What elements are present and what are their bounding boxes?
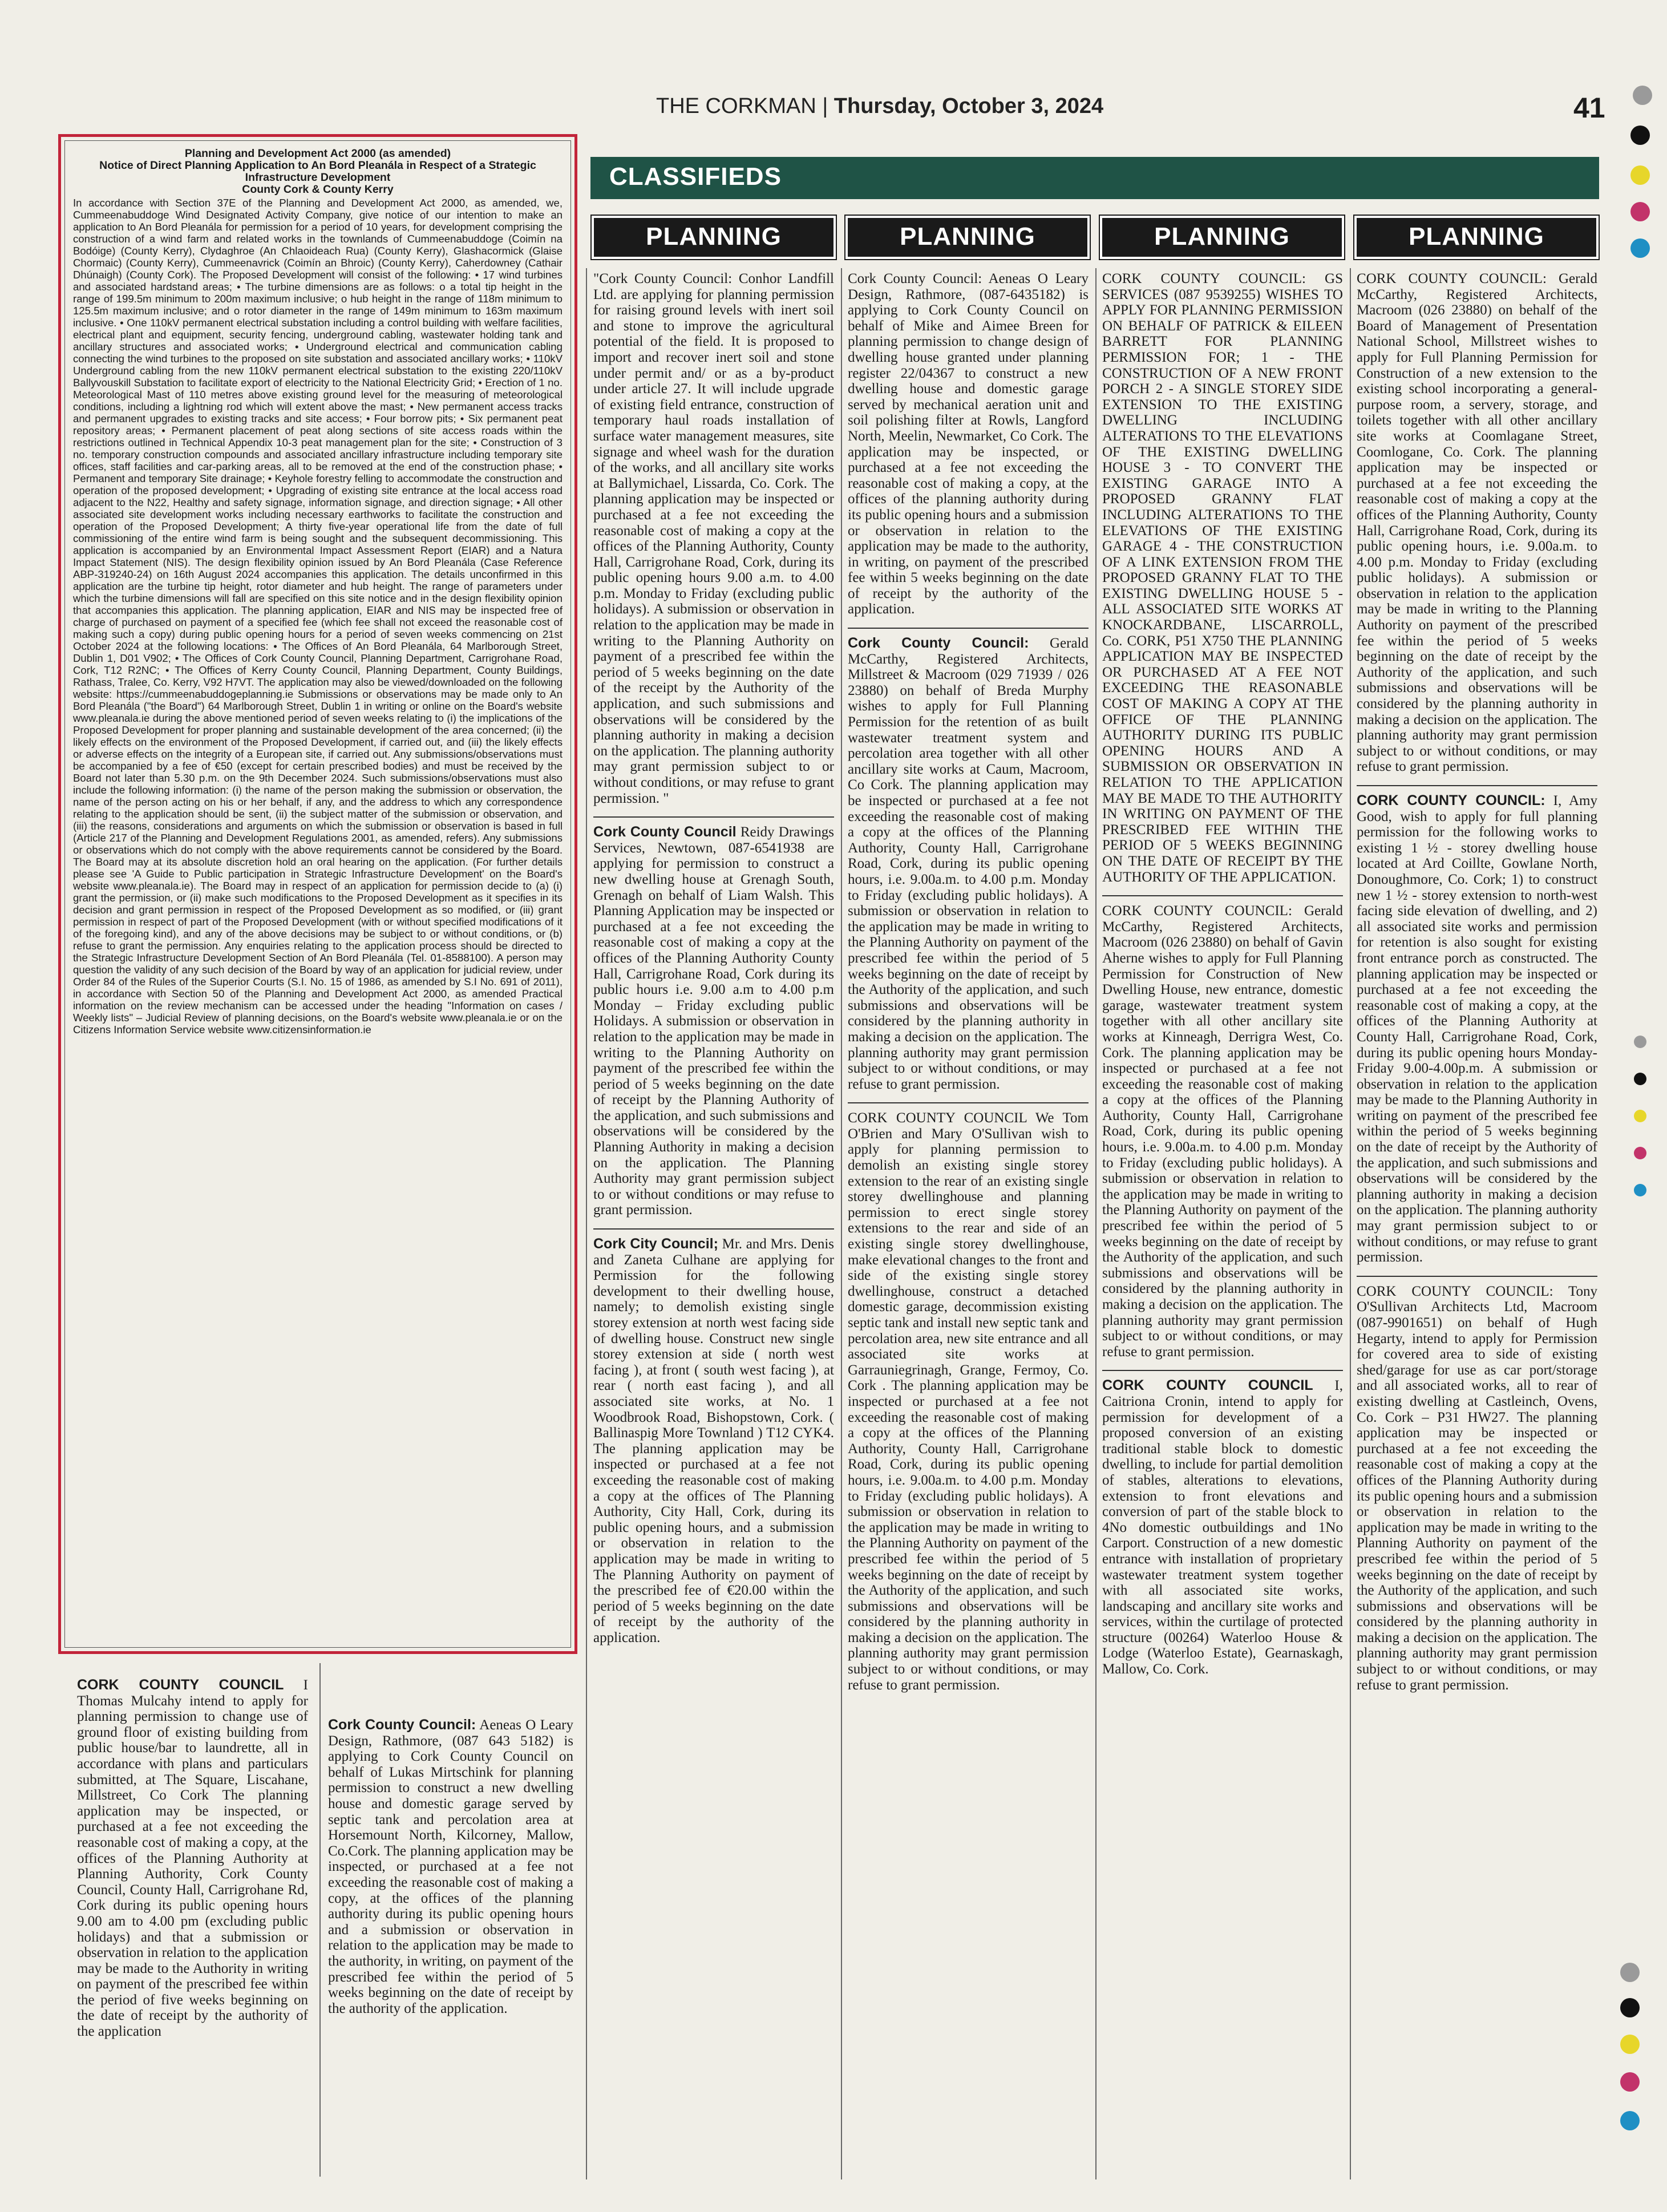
classifieds-title: CLASSIFIEDS xyxy=(609,163,782,191)
notice-text: CORK COUNTY COUNCIL: GS SERVICES (087 9539255) WISHES TO APPLY FOR PLANNING PERMISSION ON BEHALF OF PATRICK & EILEEN BARRETT FOR PLANNING PERMISSION FOR; 1 - THE CONSTRUCTION OF A NEW FRONT PORCH 2 - A SINGLE STOREY SIDE EXTENSION TO THE EXISTING DWELLING INCLUDING ALTERATIONS TO THE ELEVATIONS OF THE EXISTING DWELLING HOUSE 3 - TO CONVERT THE EXISTING GARAGE INTO A PROPOSED GRANNY FLAT INCLUDING ALTERATIONS TO THE ELEVATIONS OF THE EXISTING GARAGE 4 - THE CONSTRUCTION OF A LINK EXTENSION FROM THE PROPOSED GRANNY FLAT TO THE EXISTING DWELLING HOUSE 5 - ALL ASSOCIATED SITE WORKS AT KNOCKARDBANE, LISCARROLL, Co. CORK, P51 X750 THE PLANNING APPLICATION MAY BE INSPECTED OR PURCHASED AT A FEE NOT EXCEEDING THE REASONABLE COST OF MAKING A COPY AT THE OFFICE OF THE PLANNING AUTHORITY DURING ITS PUBLIC OPENING HOURS AND A SUBMISSION OR OBSERVATION IN RELATION TO THE APPLICATION MAY BE MADE TO THE AUTHORITY IN WRITING ON PAYMENT OF THE PRESCRIBED FEE WITHIN THE PERIOD OF 5 WEEKS BEGINNING ON THE DATE OF RECEIPT BY THE AUTHORITY OF THE APPLICATION. xyxy=(1102,271,1343,885)
column-rule xyxy=(319,1663,321,2177)
masthead-date: Thursday, October 3, 2024 xyxy=(834,94,1104,118)
planning-header: PLANNING xyxy=(1354,216,1599,259)
notice-lead: Cork County Council: xyxy=(328,1717,476,1733)
planning-notice xyxy=(593,824,834,1220)
planning-notice xyxy=(1357,793,1597,1268)
notice-text: I, Amy Good, wish to apply for full planning permission for the following works to existing 1 ½ - storey dwelling house located at Ard Coillte, Gowlane North, Donoughmore, Co. Cork; 1) to construct new 1 ½ - storey extension to north-west facing side elevation of dwelling, and 2) all associated site works and permission for retention is also sought for existing front entrance porch as constructed. The planning application may be inspected or purchased at a fee not exceeding the reasonable cost of making a copy, at the offices of the Planning Authority at County Hall, Carrigrohane Road, Cork, during its public opening hours Monday-Friday 9.00-4.00p.m. A submission or observation in relation to the application may be made to the Planning Authority in writing on payment of the prescribed fee within the period of 5 weeks beginning on the date of receipt by the Authority of the application, and such submissions and observations will be considered by the planning authority in making a decision on the application. The planning authority may grant permission subject to or without conditions, or may refuse to grant permission. xyxy=(1357,793,1597,1265)
notice-text: Cork County Council: Aeneas O Leary Design, Rathmore, (087-6435182) is applying to Cork County Council on behalf of Mike and Aimee Breen for planning permission to change design of dwelling house granted under planning register 22/04367 to construct a new dwelling house and domestic garage served by mechanical aeration unit and soil polishing filter at Rowls, Langford North, Meelin, Newmarket, Co Cork. The application may be inspected, or purchased at a fee not exceeding the reasonable cost of making a copy, at the offices of the planning authority during its public opening hours and a submission or observation in relation to the application may be made to the authority, in writing, on payment of the prescribed fee within 5 weeks beginning on the date of receipt by the authority of the application. xyxy=(848,271,1089,617)
registration-mark-cyan xyxy=(1630,238,1650,258)
registration-mark-grey xyxy=(1633,86,1652,105)
notice-divider xyxy=(593,1228,834,1230)
column-rule xyxy=(1095,268,1097,2179)
column-rule xyxy=(586,268,587,2179)
bottom-left-column-1 xyxy=(77,1677,308,2179)
masthead: THE CORKMAN | Thursday, October 3, 2024 xyxy=(656,94,1104,118)
notice-title-line: Planning and Development Act 2000 (as amended) xyxy=(184,147,451,160)
notice-lead: Cork County Council: xyxy=(848,635,1029,652)
column-rule xyxy=(1350,268,1351,2179)
planning-header: PLANNING xyxy=(592,216,836,259)
notice-text: CORK COUNTY COUNCIL We Tom O'Brien and Mary O'Sullivan wish to apply for planning permission to demolish an existing single storey extension to the rear of an existing single storey dwellinghouse and planning permission to erect single storey extensions to the rear and side of an existing single storey dwellinghouse, make elevational changes to the front and side of the existing single storey dwellinghouse, construct a detached domestic garage, decommission existing septic tank and install new septic tank and percolation area, new site entrance and all associated site works at Garrauniegrinagh, Grange, Fermoy, Co. Cork . The planning application may be inspected or purchased at a fee not exceeding the reasonable cost of making a copy at the offices of the Planning Authority, County Hall, Carrigrohane Road, Cork, during its public opening hours, i.e. 9.00a.m. to 4.00 p.m. Monday to Friday (excluding public holidays). A submission or observation in relation to the application may be made in writing to the Planning Authority on payment of the prescribed fee within the period of 5 weeks beginning on the date of receipt by the Authority of the application, and such submissions and observations will be considered by the planning authority in making a decision on the application. The planning authority may grant permission subject to or without conditions, or may refuse to grant permission. xyxy=(848,1110,1089,1693)
planning-notice xyxy=(1102,1378,1343,1679)
registration-mark-cyan-small xyxy=(1634,1184,1646,1196)
notice-divider xyxy=(848,1102,1089,1103)
notice-divider xyxy=(593,816,834,818)
notice-body: In accordance with Section 37E of the Planning and Development Act 2000, as amended, we, Cummeenabuddoge Wind Designated Activity Company, give notice of our intention to make an application to An Bord Pleanála for permission for a period of 10 years, for development comprising the construction of a wind farm and related works in the townlands of Cummeenabuddoge (Coimín na Bodóige) (County Kerry), Clydaghroe (An Chlaoideach Rua) (County Kerry), Glashacormick (Glaise Chormaic) (County Kerry), Cummeenavrick (Coimín an Bhroic) (County Kerry), Caherdowney (Cathair Dhúnaigh) (County Cork). The Proposed Development will consist of the following: • 17 wind turbines and associated hardstand areas; • The turbine dimensions are as follows: o a total tip height in the range of 199.5m minimum to 200m maximum inclusive; o hub height in the range of 118m minimum to 125.5m maximum inclusive; and o rotor diameter in the range of 149m minimum to 163m maximum inclusive. • One 110kV permanent electrical substation including a control building with welfare facilities, electrical plant and equipment, security fencing, underground cabling, wastewater holding tank and ancillary structures and associated works; • Underground electrical and communication cabling connecting the wind turbines to the proposed on site substation and associated ancillary works; • 110kV Underground cabling from the new 110kV permanent electrical substation to the existing 220/110kV Ballyvouskill Substation to facilitate export of electricity to the National Electricity Grid; • Erection of 1 no. Meteorological Mast of 110 metres above existing ground level for the measuring of meteorological conditions, including a lightning rod which will extent above the mast; • New permanent access tracks and permanent upgrades to existing tracks and site access; • Four borrow pits; • Six permanent peat repository areas; • Permanent placement of peat along sections of site access roads within the restrictions outlined in Technical Appendix 10-3 peat management plan for the site; • Construction of 3 no. temporary construction compounds and associated ancillary infrastructure including temporary site offices, staff facilities and car-parking areas, all to be removed at the end of the construction phase; • Permanent and temporary Site drainage; • Keyhole forestry felling to accommodate the construction and operation of the proposed development; • Upgrading of existing site entrance at the local access road adjacent to the N22, Healthy and safety signage, information signage, and direction signage; • All other associated site development works including necessary earthworks to facilitate the construction and operation of the Proposed Development; A thirty five-year operational life from the date of full commissioning of the entire wind farm is being sought and the subsequent decommissioning. This application is accompanied by an Environmental Impact Assessment Report (EIAR) and a Natura Impact Statement (NIS). The design flexibility opinion issued by An Bord Pleanála (Case Reference ABP-319240-24) on 16th August 2024 accompanies this application. The details unconfirmed in this application are the turbine tip height, rotor diameter and hub height. The range of parameters under which the turbine dimensions will fall are specified on this site notice and in the design flexibility opinion that accompanies this application. The planning application, EIAR and NIS may be inspected free of charge of purchased on payment of a specified fee (which fee shall not exceed the reasonable cost of making such a copy) during public opening hours for a period of seven weeks commencing on 21st October 2024 at the following locations: • The Offices of An Bord Pleanála, 64 Marlborough Street, Dublin 1, D01 V902; • The Offices of Cork County Council, Planning Department, Carrigrohane Road, Cork, T12 R2NC; • The Offices of Kerry County Council, Planning Department, County Buildings, Rathass, Tralee, Co. Kerry, V92 H7VT. The application may also be viewed/downloaded on the following website: https://cummeenabuddogeplanning.ie Submissions or observations may be made only to An Bord Pleanála ("the Board") 64 Marlborough Street, Dublin 1 in writing or online on the Board's website www.pleanala.ie during the above mentioned period of seven weeks relating to (i) the implications of the Proposed Development for proper planning and sustainable development of the area concerned; (ii) the likely effects on the environment of the Proposed Development, if carried out, and (iii) the likely effects or adverse effects on the integrity of a European site, if carried out. Any submissions/observations must be accompanied by a fee of €50 (except for certain prescribed bodies) and must be received by the Board not later than 5.30 p.m. on the 9th December 2024. Such submissions/observations must also include the following information: (i) the name of the person making the submission or observation, the name of the person acting on his or her behalf, if any, and the address to which any correspondence relating to the application should be sent, (ii) the subject matter of the submission or observation, and (iii) the reasons, considerations and arguments on which the submission or observation is based in full (Article 217 of the Planning and Development Regulations 2001, as amended, refers). Any submissions or observations which do not comply with the above requirements cannot be considered by the Board. The Board may at its absolute discretion hold an oral hearing on the application. (For further details please see 'A Guide to Public participation in Strategic Infrastructure Development' on the Board's website www.pleanala.ie). The Board may in respect of an application for permission decide to (a) (i) grant the permission, or (ii) make such modifications to the Proposed Development as it specifies in its decision and grant permission in respect of the Proposed Development as so modified, or (iii) grant permission in respect of part of the Proposed Development (with or without specified modifications of it of the foregoing kind), and any of the above decisions may be subject to or without conditions, or (b) refuse to grant the permission. Any enquiries relating to the application process should be directed to the Strategic Infrastructure Development Section of An Bord Pleanála (Tel. 01-8588100). A person may question the validity of any such decision of the Board by way of an application for judicial review, under Order 84 of the Rules of the Superior Courts (S.I. No. 15 of 1986, as amended by S.I No. 691 of 2011), in accordance with Section 50 of the Planning and Development Act 2000, as amended Practical information on the review mechanism can be accessed under the heading "Information on cases / Weekly lists" – Judicial Review of planning decisions, on the Board's website www.pleanala.ie or on the Citizens Information Service website www.citizensinformation.ie xyxy=(73,197,563,1036)
planning-notice xyxy=(1102,903,1343,1362)
masthead-paper: THE CORKMAN xyxy=(656,94,816,118)
registration-mark-magenta-small xyxy=(1634,1147,1646,1159)
registration-mark-yellow-small xyxy=(1634,1110,1646,1122)
planning-notice xyxy=(593,1236,834,1648)
planning-header: PLANNING xyxy=(845,216,1090,259)
notice-text: CORK COUNTY COUNCIL: Gerald McCarthy, Registered Architects, Macroom (026 23880) on behalf of the Board of Management of Presentation National School, Millstreet wishes to apply for Full Planning Permission for Construction of a new extension to the existing school incorporating a general-purpose room, a servery, storage, and toilets together with all other ancillary site works at Coomlagane Street, Coomlogane, Co. Cork. The planning application may be inspected or purchased at a fee not exceeding the reasonable cost of making a copy at the offices of the Planning Authority, County Hall, Carrigrohane Road, Cork, during its public opening hours, i.e. 9.00a.m. to 4.00 p.m. Monday to Friday (excluding public holidays). A submission or observation in relation to the application may be made in writing to the Planning Authority on payment of the prescribed fee within the period of 5 weeks beginning on the date of receipt by the Authority of the application, and such submissions and observations will be considered by the planning authority in making a decision on the application. The planning authority may grant permission subject to or without conditions, or may refuse to grant permission. xyxy=(1357,271,1597,775)
planning-column-4 xyxy=(1357,271,1597,2182)
planning-notice xyxy=(848,271,1089,620)
notice-divider xyxy=(1102,1370,1343,1371)
registration-mark-yellow xyxy=(1630,165,1650,185)
notice-lead: CORK COUNTY COUNCIL xyxy=(1102,1377,1313,1394)
planning-notice xyxy=(1357,271,1597,777)
notice-text: Gerald McCarthy, Registered Architects, Millstreet & Macroom (029 71939 / 026 23880) on behalf of Breda Murphy wishes to apply for Full Planning Permission for the retention of as built wastewater treatment system and percolation area together with all other ancillary site works at Caum, Macroom, Co Cork. The planning application may be inspected or purchased at a fee not exceeding the reasonable cost of making a copy at the offices of the Planning Authority, County Hall, Carrigrohane Road, Cork, during its public opening hours, i.e. 9.00a.m. to 4.00 p.m. Monday to Friday (excluding public holidays). A submission or observation in relation to the application may be made in writing to the Planning Authority on payment of the prescribed fee within the period of 5 weeks beginning on the date of receipt by the Authority of the application, and such submissions and observations will be considered by the planning authority in making a decision on the application. The planning authority may grant permission subject to or without conditions, or may refuse to grant permission. xyxy=(848,636,1089,1092)
registration-mark-magenta-bottom xyxy=(1620,2072,1640,2092)
registration-mark-black-small xyxy=(1634,1073,1646,1085)
registration-mark-grey-small xyxy=(1634,1036,1646,1048)
planning-notice xyxy=(1102,271,1343,887)
notice-text: CORK COUNTY COUNCIL: Gerald McCarthy, Registered Architects, Macroom (026 23880) on behalf of Gavin Aherne wishes to apply for Full Planning Permission for Construction of New Dwelling House, new entrance, domestic garage, wastewater treatment system together with all other ancillary site works at Kinneagh, Derrigra West, Co. Cork. The planning application may be inspected or purchased at a fee not exceeding the reasonable cost of making a copy at the offices of the Planning Authority, County Hall, Carrigrohane Road, Cork, during its public opening hours, i.e. 9.00a.m. to 4.00 p.m. Monday to Friday (excluding public holidays). A submission or observation in relation to the application may be made in writing to the Planning Authority on payment of the prescribed fee within the period of 5 weeks beginning on the date of receipt by the Authority of the application, and such submissions and observations will be considered by the planning authority in making a decision on the application. The planning authority may grant permission subject to or without conditions, or may refuse to grant permission. xyxy=(1102,903,1343,1360)
planning-notice xyxy=(328,1717,573,2019)
column-rule xyxy=(841,268,842,2179)
notice-text: Aeneas O Leary Design, Rathmore, (087 643 5182) is applying to Cork County Council on behalf of Lukas Mirtschink for planning permission to construct a new dwelling house and domestic garage served by septic tank and percolation area at Horsemount North, Kilcorney, Mallow, Co.Cork. The planning application may be inspected, or purchased at a fee not exceeding the reasonable cost of making a copy, at the offices of the planning authority during its public opening hours and a submission or observation in relation to the application may be made to the authority, in writing, on payment of the prescribed fee within the period of 5 weeks beginning on the date of receipt by the authority of the application. xyxy=(328,1717,573,2016)
planning-column-3 xyxy=(1102,271,1343,2182)
registration-mark-black xyxy=(1630,126,1650,145)
notice-lead: Cork City Council; xyxy=(593,1236,718,1252)
planning-column-2 xyxy=(848,271,1089,2182)
planning-column-1 xyxy=(593,271,834,2182)
notice-divider xyxy=(1102,895,1343,896)
notice-title-line: County Cork & County Kerry xyxy=(242,183,394,196)
registration-mark-black-bottom xyxy=(1620,1998,1640,2017)
notice-text: Reidy Drawings Services, Newtown, 087-6541938 are applying for permission to construct a new dwelling house at Grenagh South, Grenagh on behalf of Liam Walsh. This Planning Application may be inspected or purchased at a fee not exceeding the reasonable cost of making a copy at the offices of the Planning Authority County Hall, Carrigrohane Road, Cork during its public hours i.e. 9.00 a.m to 4.00 p.m Monday – Friday excluding public Holidays. A submission or observation in relation to the application may be made in writing to the Planning Authority on payment of the prescribed fee within the period of 5 weeks beginning on the date of receipt by the Planning Authority of the application, and such submissions and observations will be considered by the Planning Authority in making a decision on the application. The Planning Authority may grant permission subject to or without conditions or may refuse to grant permission. xyxy=(593,824,834,1218)
notice-lead: CORK COUNTY COUNCIL: xyxy=(1357,792,1545,808)
notice-divider xyxy=(848,628,1089,629)
bottom-left-column-2 xyxy=(328,1717,573,2179)
notice-text: Mr. and Mrs. Denis and Zaneta Culhane are applying for Permission for the following development to their dwelling house, namely; to demolish existing single storey extension at north west facing side of dwelling house. Construct new single storey extension at side ( north west facing ), at front ( south west facing ), at rear ( north east facing ), and all associated site works, at No. 1 Woodbrook Road, Bishopstown, Cork. ( Ballinaspig More Townland ) T12 CYK4. The planning application may be inspected or purchased at a fee not exceeding the reasonable cost of making a copy at the offices of The Planning Authority, City Hall, Cork, during its public opening hours, and a submission or observation in relation to the application may be made in writing to The Planning Authority on payment of the prescribed fee of €20.00 within the period of 5 weeks beginning on the date of receipt by the authority of the application. xyxy=(593,1236,834,1645)
notice-title-line: Notice of Direct Planning Application to An Bord Pleanála in Respect of a Strategic Infrastructure Development xyxy=(99,159,536,184)
notice-divider xyxy=(1357,1276,1597,1277)
notice-text: CORK COUNTY COUNCIL: Tony O'Sullivan Architects Ltd, Macroom (087-9901651) on behalf of Hugh Hegarty, intend to apply for Permission for covered area to side of existing shed/garage for use as car port/storage and all associated works, all to rear of existing dwelling at Castleinch, Ovens, Co. Cork – P31 HW27. The planning application may be inspected or purchased at a fee not exceeding the reasonable cost of making a copy at the offices of the Planning Authority during its public opening hours and a submission or observation in relation to the application may be made in writing to the Planning Authority on payment of the prescribed fee within the period of 5 weeks beginning on the date of receipt by the Authority of the application, and such submissions and observations will be considered by the planning authority in making a decision on the application. The planning authority may grant permission subject to or without conditions, or may refuse to grant permission. xyxy=(1357,1283,1597,1693)
registration-mark-magenta xyxy=(1630,202,1650,221)
notice-text: I Thomas Mulcahy intend to apply for planning permission to change use of ground floor of existing building from public house/bar to laundrette, all in accordance with plans and particulars submitted, at The Square, Liscahane, Millstreet, Co Cork The planning application may be inspected, or purchased at a fee not exceeding the reasonable cost of making a copy, at the offices of the Planning Authority at Planning Authority, Cork County Council, County Hall, Carrigrohane Rd, Cork during its public opening hours 9.00 am to 4.00 pm (excluding public holidays) and that a submission or observation in relation to the application may be made to the Authority in writing on payment of the prescribed fee within the period of five weeks beginning on the date of receipt by the authority of the application xyxy=(77,1677,308,2040)
registration-mark-cyan-bottom xyxy=(1620,2111,1640,2130)
notice-lead: Cork County Council xyxy=(593,824,737,840)
planning-notice xyxy=(848,636,1089,1094)
strategic-infrastructure-notice xyxy=(58,134,577,1654)
planning-notice xyxy=(1357,1284,1597,1695)
registration-mark-yellow-bottom xyxy=(1620,2035,1640,2054)
notice-divider xyxy=(1357,785,1597,786)
planning-notice xyxy=(848,1110,1089,1695)
planning-header: PLANNING xyxy=(1100,216,1344,259)
planning-notice xyxy=(593,271,834,808)
notice-text: I, Caitriona Cronin, intend to apply for permission for development of a proposed conversion of an existing traditional stable block to domestic dwelling, to include for partial demolition of stables, alterations to elevations, extension to front elevations and conversion of part of the stable block to 4No domestic outbuildings and 1No Carport. Construction of a new domestic entrance with installation of proprietary wastewater treatment system together with all associated site works, landscaping and ancillary site works and services, within the curtilage of protected structure (00264) Waterloo House & Lodge (Waterloo Estate), Gearnaskagh, Mallow, Co. Cork. xyxy=(1102,1378,1343,1677)
page-number: 41 xyxy=(1573,92,1605,124)
registration-mark-grey-bottom xyxy=(1620,1963,1640,1982)
notice-lead: CORK COUNTY COUNCIL xyxy=(77,1677,284,1693)
planning-notice xyxy=(77,1677,308,2042)
notice-text: "Cork County Council: Conhor Landfill Ltd. are applying for planning permission for raising ground levels with inert soil and stone to improve the agricultural potential of the field. It is proposed to import and recover inert soil and stone under permit and/ or as a by-product under article 27. It will include upgrade of existing field entrance, construction of temporary haul roads installation of surface water management measures, site signage and wheel wash for the duration of the works, and all ancillary site works at Ballymichael, Lissarda, Co. Cork. The planning application may be inspected or purchased at a fee not exceeding the reasonable cost of making a copy at the offices of the Planning Authority, County Hall, Carrigrohane Road, Cork, during its public opening hours 9.00 a.m. to 4.00 p.m. Monday to Friday (excluding public holidays). A submission or observation in relation to the application may be made in writing to the Planning Authority on payment of a prescribed fee within the period of 5 weeks beginning on the date of the receipt by the Authority of the application, and such submissions and observations will be considered by the planning authority in making a decision on the application. The planning authority may grant permission subject to or without conditions, or may refuse to grant permission. " xyxy=(593,271,834,806)
